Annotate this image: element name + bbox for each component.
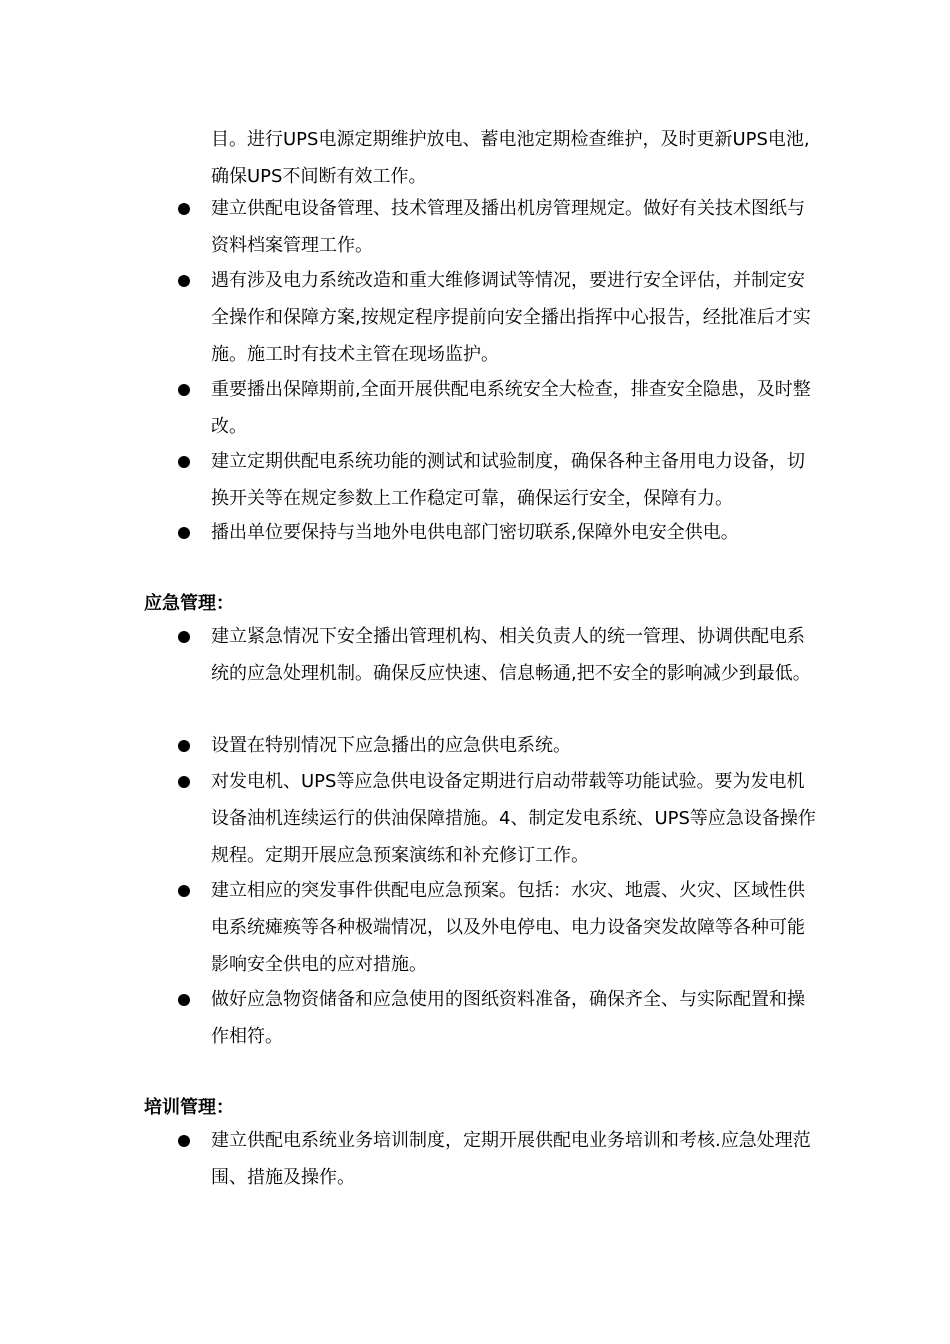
list-item: 播出单位要保持与当地外电供电部门密切联系,保障外电安全供电。 xyxy=(211,522,739,543)
list-item: 建立紧急情况下安全播出管理机构、相关负责人的统一管理、协调供配电系统的应急处理机制。确保反应快速、信息畅通,把不安全的影响减少到最低。 xyxy=(211,626,811,684)
list-item: 建立供配电系统业务培训制度，定期开展供配电业务培训和考核.应急处理范围、措施及操作。 xyxy=(211,1130,811,1188)
bullet-icon xyxy=(178,203,190,215)
bullet-icon xyxy=(178,631,190,643)
bullet-icon xyxy=(178,275,190,287)
bullet-icon xyxy=(178,384,190,396)
section-heading: 培训管理： xyxy=(144,1097,234,1118)
list-item: 对发电机、UPS等应急供电设备定期进行启动带载等功能试验。要为发电机设备油机连续运行的供油保障措施。4、制定发电系统、UPS等应急设备操作规程。定期开展应急预案演练和补充修订工作。 xyxy=(211,771,816,866)
list-item: 设置在特别情况下应急播出的应急供电系统。 xyxy=(211,735,571,756)
bullet-icon xyxy=(178,527,190,539)
bullet-icon xyxy=(178,456,190,468)
section-heading: 应急管理： xyxy=(144,593,234,614)
list-item: 做好应急物资储备和应急使用的图纸资料准备，确保齐全、与实际配置和操作相符。 xyxy=(211,989,805,1047)
bullet-icon xyxy=(178,1135,190,1147)
bullet-icon xyxy=(178,885,190,897)
list-item: 建立定期供配电系统功能的测试和试验制度，确保各种主备用电力设备，切换开关等在规定参数上工作稳定可靠，确保运行安全，保障有力。 xyxy=(211,451,805,509)
list-item: 建立供配电设备管理、技术管理及播出机房管理规定。做好有关技术图纸与资料档案管理工作。 xyxy=(211,198,805,256)
continuation-paragraph: 目。进行UPS电源定期维护放电、蓄电池定期检查维护，及时更新UPS电池,确保UPS不间断有效工作。 xyxy=(211,129,810,187)
list-item: 重要播出保障期前,全面开展供配电系统安全大检查，排查安全隐患，及时整改。 xyxy=(211,379,811,437)
bullet-icon xyxy=(178,740,190,752)
list-item: 建立相应的突发事件供配电应急预案。包括：水灾、地震、火灾、区域性供电系统瘫痪等各种极端情况，以及外电停电、电力设备突发故障等各种可能影响安全供电的应对措施。 xyxy=(211,880,805,975)
list-item: 遇有涉及电力系统改造和重大维修调试等情况，要进行安全评估，并制定安全操作和保障方案,按规定程序提前向安全播出指挥中心报告，经批准后才实施。施工时有技术主管在现场监护。 xyxy=(211,270,811,365)
bullet-icon xyxy=(178,994,190,1006)
bullet-icon xyxy=(178,776,190,788)
